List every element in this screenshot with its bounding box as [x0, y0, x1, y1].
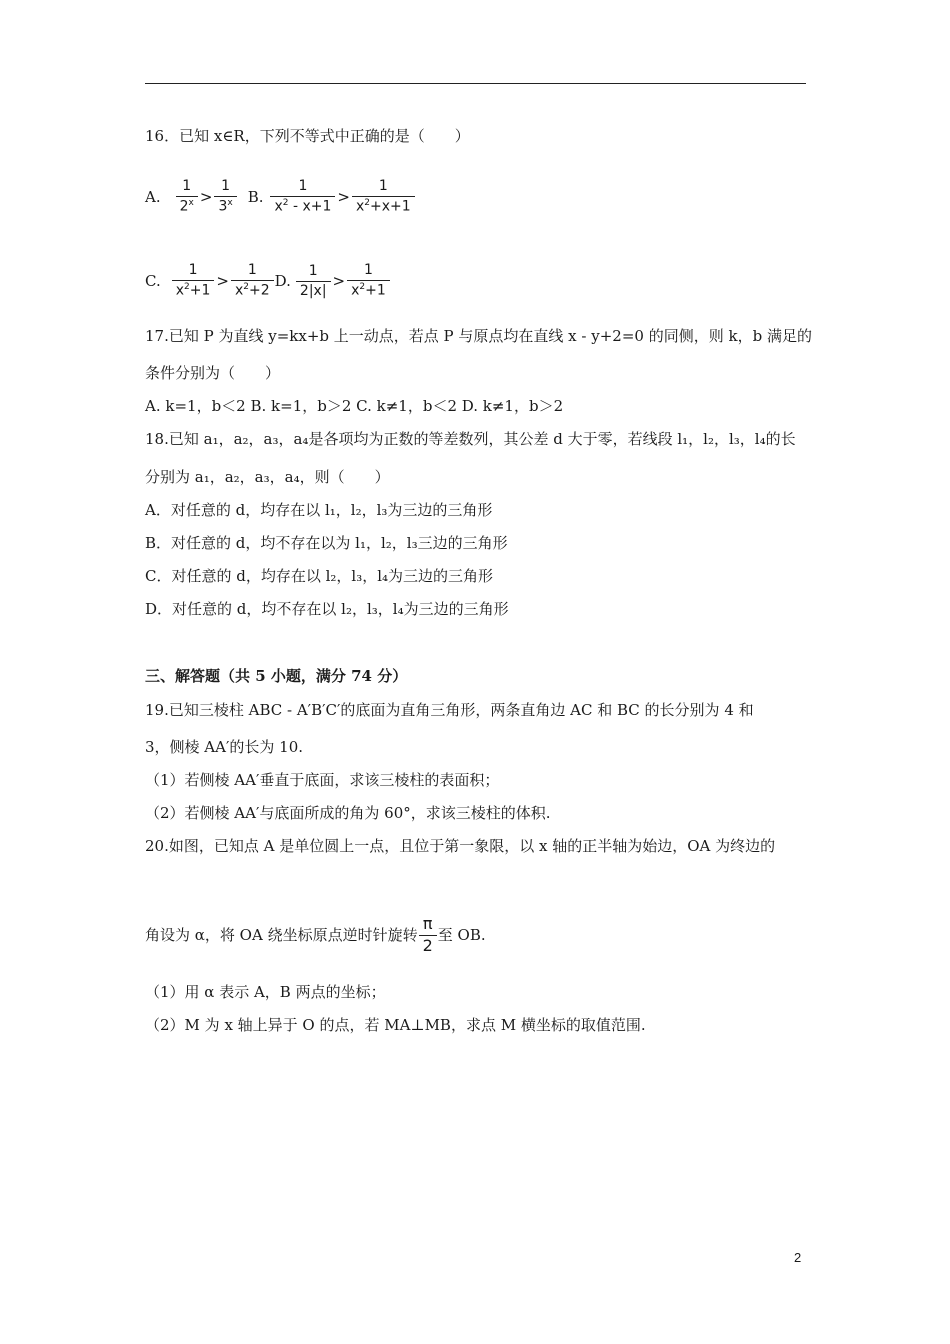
gt-sign: > [199, 188, 213, 206]
q16-c-rhs [231, 263, 274, 298]
numerator: 1 [308, 262, 318, 279]
q19-part1: （1）若侧棱 AA′垂直于底面，求该三棱柱的表面积； [145, 771, 500, 789]
q16-d-lhs [296, 264, 331, 298]
q16-option-a-label: A. [145, 188, 161, 206]
q18-option-a: A．对任意的 d，均存在以 l₁，l₂，l₃为三边的三角形 [145, 501, 493, 519]
q16-a-rhs-den: 3$^x$ [214, 196, 236, 214]
q18-line2: 分别为 a₁，a₂，a₃，a₄，则（ ） [145, 468, 390, 486]
q20-line2-post: 至 OB. [437, 926, 486, 944]
q16-a-lhs [176, 179, 198, 214]
q18-option-d: D．对任意的 d，均不存在以 l₂，l₃，l₄为三边的三角形 [145, 600, 509, 618]
q19-part2: （2）若侧棱 AA′与底面所成的角为 60°，求该三棱柱的体积. [145, 804, 551, 822]
q19-line2: 3，侧棱 AA′的长为 10. [145, 738, 304, 756]
numerator: 1 [247, 262, 257, 279]
pi-over-2-fraction [419, 913, 437, 955]
q20-line2-pre: 角设为 α，将 OA 绕坐标原点逆时针旋转 [145, 926, 418, 944]
header-rule [145, 83, 806, 84]
q17-line2: 条件分别为（ ） [145, 364, 281, 382]
gt-sign: > [332, 272, 346, 290]
fraction-denominator: 2 [419, 935, 437, 955]
numerator: 1 [221, 178, 231, 195]
q20-line1: 20.如图，已知点 A 是单位圆上一点，且位于第一象限，以 x 轴的正半轴为始边，OA 为终边的 [145, 837, 776, 855]
q17-line1: 17.已知 P 为直线 y=kx+b 上一动点，若点 P 与原点均在直线 x - y+2=0 的同侧，则 k，b 满足的 [145, 327, 812, 345]
q16-stem: 16．已知 x∈R，下列不等式中正确的是（ ） [145, 127, 470, 145]
q19-line1: 19.已知三棱柱 ABC - A′B′C′的底面为直角三角形，两条直角边 AC 和 BC 的长分别为 4 和 [145, 701, 754, 719]
q16-d-rhs-den: $x^2+1$ [347, 280, 390, 298]
numerator: 1 [188, 262, 198, 279]
q18-option-c: C．对任意的 d，均存在以 l₂，l₃，l₄为三边的三角形 [145, 567, 494, 585]
numerator: 1 [298, 178, 308, 195]
q16-d-rhs [347, 263, 390, 298]
q16-option-c-label: C. [145, 272, 161, 290]
q16-d-lhs-den: 2|x| [296, 281, 331, 299]
gt-sign: > [337, 188, 350, 206]
numerator: 1 [378, 178, 388, 195]
q16-option-d-label: D. [274, 272, 291, 290]
page-number: 2 [794, 1250, 802, 1265]
q16-row-ab [145, 172, 416, 222]
q16-option-b-label: B. [247, 188, 264, 206]
q16-a-rhs [214, 179, 236, 214]
q20-line2 [145, 910, 486, 960]
q17-options: A. k=1，b＜2 B. k=1，b＞2 C. k≠1，b＜2 D. k≠1，b＞2 [145, 397, 564, 415]
q16-c-lhs [172, 263, 215, 298]
q16-a-lhs-den: 2$^x$ [176, 196, 198, 214]
q16-c-lhs-den: $x^2+1$ [172, 280, 215, 298]
numerator: 1 [364, 262, 373, 279]
q16-c-rhs-den: $x^2+2$ [231, 280, 274, 298]
numerator: 1 [182, 178, 192, 195]
fraction-numerator: π [422, 913, 433, 933]
q16-b-rhs [352, 179, 415, 214]
q16-row-cd [145, 256, 391, 306]
q20-part2: （2）M 为 x 轴上异于 O 的点，若 MA⊥MB，求点 M 横坐标的取值范围. [145, 1016, 646, 1034]
gt-sign: > [216, 272, 229, 290]
q16-b-lhs-den: $x^2 - x+1$ [270, 196, 335, 214]
q16-b-rhs-den: $x^2+x+1$ [352, 196, 415, 214]
q16-b-lhs [270, 179, 335, 214]
section-heading: 三、解答题（共 5 小题，满分 74 分） [145, 667, 408, 685]
q18-option-b: B．对任意的 d，均不存在以为 l₁，l₂，l₃三边的三角形 [145, 534, 508, 552]
q20-part1: （1）用 α 表示 A，B 两点的坐标； [145, 983, 386, 1001]
q18-line1: 18.已知 a₁，a₂，a₃，a₄是各项均为正数的等差数列，其公差 d 大于零，若线段 l₁，l₂，l₃，l₄的长 [145, 430, 796, 448]
